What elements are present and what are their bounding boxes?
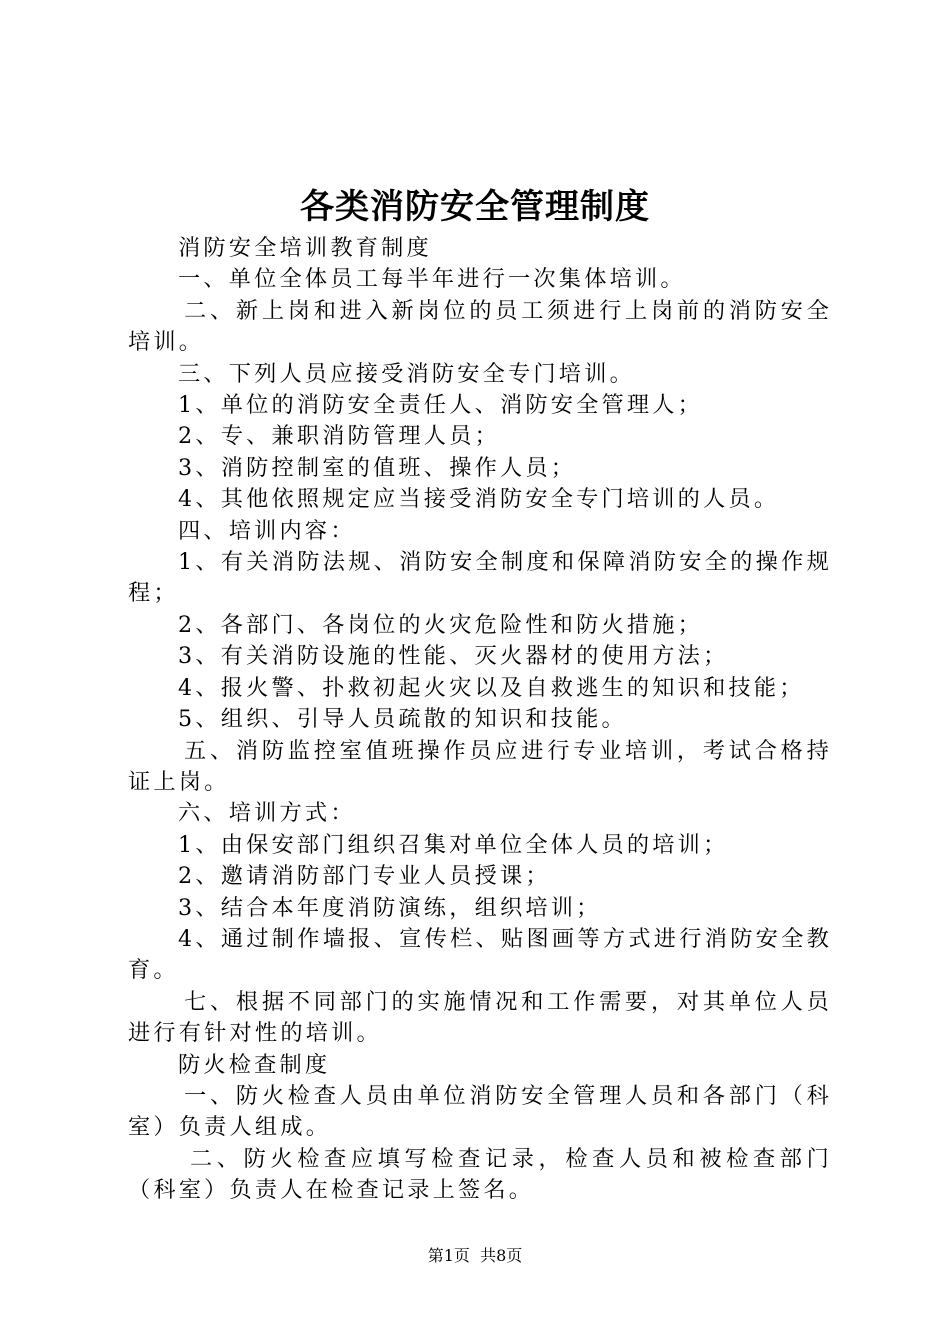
paragraph: 六、培训方式：	[178, 800, 356, 827]
list-item: 4、通过制作墙报、宣传栏、贴图画等方式进行消防安全教育。	[128, 925, 832, 984]
document-title: 各类消防安全管理制度	[300, 187, 650, 227]
paragraph: 四、培训内容：	[178, 517, 356, 544]
paragraph: 一、单位全体员工每半年进行一次集体培训。	[178, 266, 686, 293]
paragraph: 七、根据不同部门的实施情况和工作需要，对其单位人员进行有针对性的培训。	[128, 988, 832, 1047]
page-total: 共8页	[480, 1246, 523, 1265]
list-item: 3、消防控制室的值班、操作人员；	[178, 454, 577, 481]
section-heading: 防火检查制度	[178, 1051, 331, 1078]
paragraph: 二、防火检查应填写检查记录，检查人员和被检查部门（科室）负责人在检查记录上签名。	[128, 1145, 832, 1204]
list-item: 2、邀请消防部门专业人员授课；	[178, 863, 551, 890]
list-item: 5、组织、引导人员疏散的知识和技能。	[178, 706, 627, 733]
list-item: 2、专、兼职消防管理人员；	[178, 423, 500, 450]
paragraph: 五、消防监控室值班操作员应进行专业培训，考试合格持证上岗。	[128, 737, 832, 795]
list-item: 1、有关消防法规、消防安全制度和保障消防安全的操作规程；	[128, 549, 832, 607]
list-item: 3、有关消防设施的性能、灭火器材的使用方法；	[178, 643, 729, 670]
list-item: 1、由保安部门组织召集对单位全体人员的培训；	[178, 831, 729, 858]
document-body	[128, 233, 832, 1207]
section-heading: 消防安全培训教育制度	[178, 235, 432, 261]
list-item: 2、各部门、各岗位的火灾危险性和防火措施；	[178, 611, 704, 638]
page-number: 第1页	[427, 1246, 470, 1265]
list-item: 1、单位的消防安全责任人、消防安全管理人；	[178, 392, 704, 419]
list-item: 4、其他依照规定应当接受消防安全专门培训的人员。	[178, 486, 780, 513]
paragraph: 二、新上岗和进入新岗位的员工须进行上岗前的消防安全培训。	[128, 297, 832, 356]
list-item: 4、报火警、扑救初起火灾以及自救逃生的知识和技能；	[178, 674, 805, 701]
paragraph: 一、防火检查人员由单位消防安全管理人员和各部门（科室）负责人组成。	[128, 1082, 832, 1141]
page-footer	[0, 1245, 950, 1267]
paragraph: 三、下列人员应接受消防安全专门培训。	[178, 360, 635, 387]
list-item: 3、结合本年度消防演练，组织培训；	[178, 894, 602, 921]
